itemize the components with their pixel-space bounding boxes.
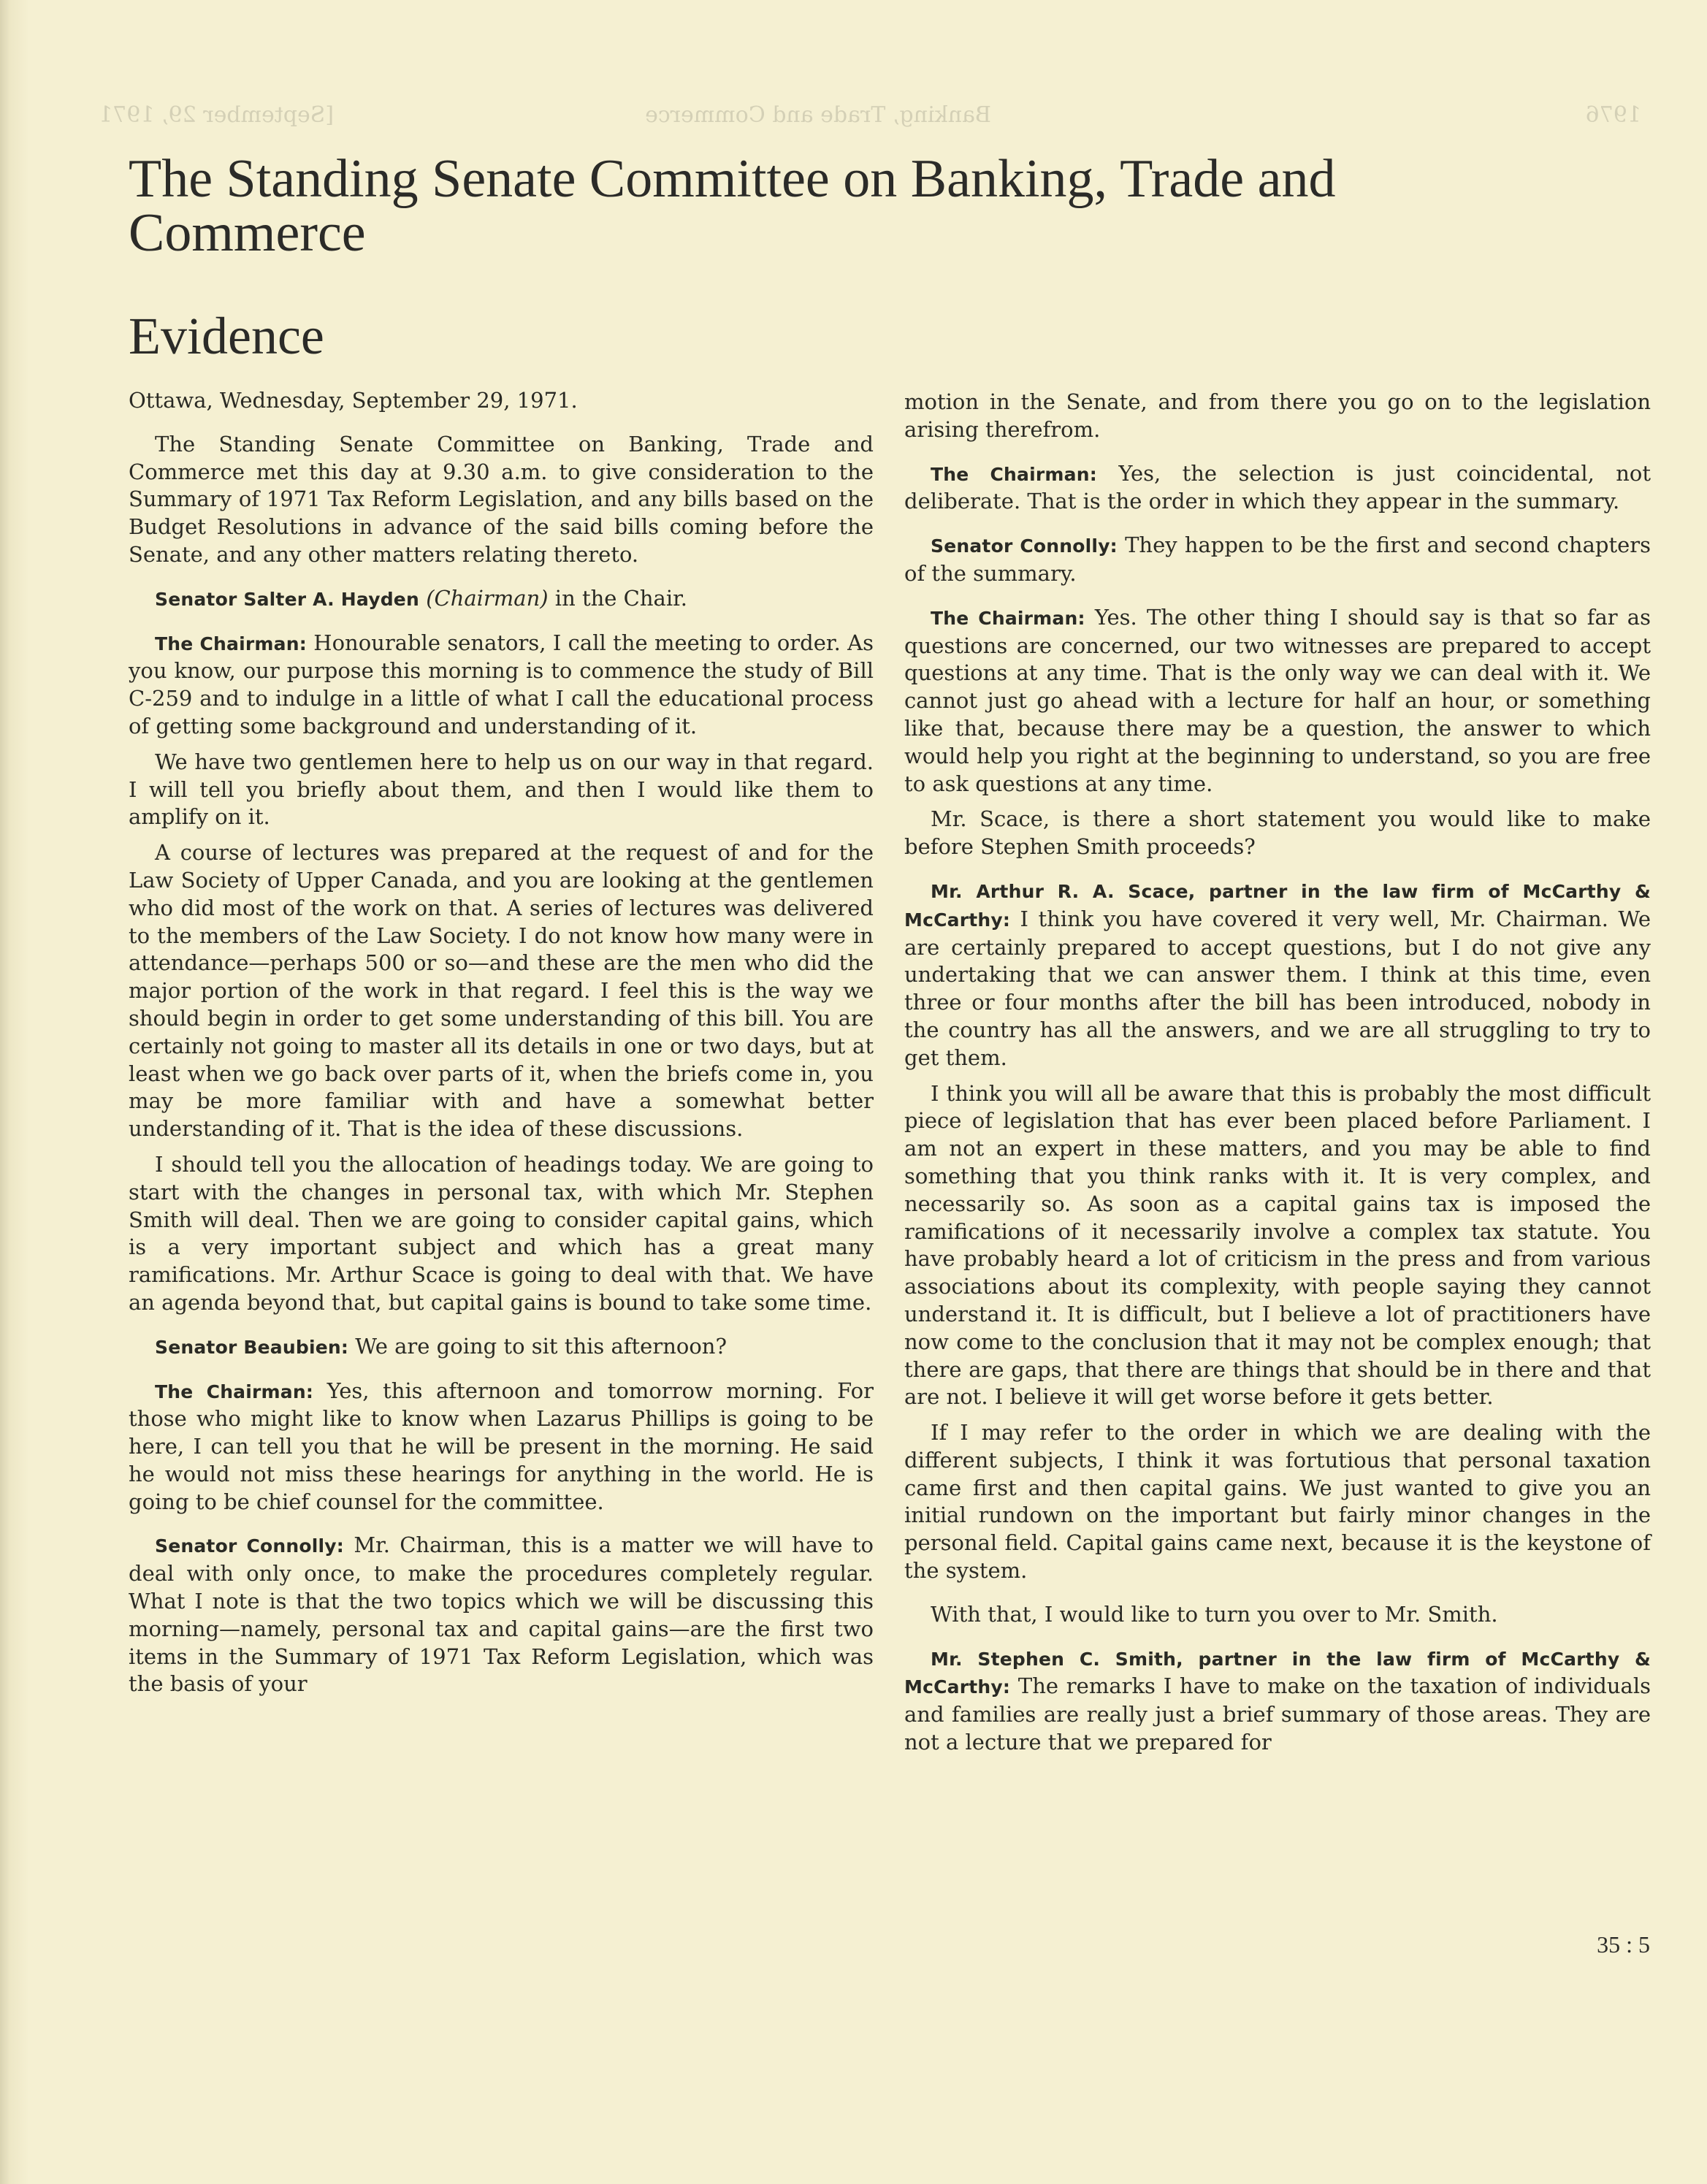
bleed-page-number: 1976 [1585,102,1641,128]
right-column [904,389,1651,1765]
speaker-name: Senator Connolly: [931,535,1118,557]
opening-paragraph: The Standing Senate Committee on Banking, Trade and Commerce met this day at 9.30 a.m. to give consideration to the Summary of 1971 Tax Reform Legislation, and any bills based on the Budget Resolutions in advance of the said bills coming before the Senate, and any other matters relating thereto. [129,431,874,567]
speech-text: Yes. The other thing I should say is that so far as questions are concerned, our two witnesses are prepared to accept questions at any time. That is the only way we can deal with it. We cannot just go ahead with a lecture for half an hour, or something like that, because there may be a question, the answer to which would help you right at the beginning to understand, so you are free to ask questions at any time. [904,604,1651,796]
speech-paragraph [129,1532,874,1698]
chair-line [129,585,874,614]
paragraph: I think you will all be aware that this is probably the most difficult piece of legislation that has ever been placed before Parliament. I am not an expert in these matters, and you may be able to find something that you think ranks with it. It is very complex, and necessarily so. As soon as a capital gains tax is imposed the ramifications of it necessarily involve a complex tax statute. You have probably heard a lot of criticism in the press and from various associations about its complexity, with people saying they cannot understand it. It is difficult, but I believe a lot of practitioners have now come to the conclusion that it may not be complex enough; that there are gaps, that there are things that should be in there and that are not. I believe it will get worse before it gets better. [904,1080,1651,1410]
speech-paragraph [904,604,1651,798]
speech-text: Yes, the selection is just coincidental, not deliberate. That is the order in which they appear in the summary. [904,460,1651,514]
paragraph: Mr. Scace, is there a short statement you would like to make before Stephen Smith proceeds? [904,806,1651,860]
speech-text: Yes, this afternoon and tomorrow morning. For those who might like to know when Lazarus Phillips is going to be here, I can tell you that he will be present in the morning. He said he would not miss these hearings for anything in the world. He is going to be chief counsel for the committee. [129,1378,874,1514]
speaker-name: Senator Salter A. Hayden [155,588,419,610]
chair-role: (Chairman) [426,585,549,611]
speech-text: Mr. Chairman, this is a matter we will have to deal with only once, to make the procedures completely regular. What I note is that the two topics which we will be discussing this morning—namely, personal tax and capital gains—are the first two items in the Summary of 1971 Tax Reform Legislation, which was the basis of your [129,1532,874,1697]
speech-text: We are going to sit this afternoon? [348,1333,728,1359]
paragraph: If I may refer to the order in which we are dealing with the different subjects, I think it was fortutious that personal taxation came first and then capital gains. We just wanted to give you an initial rundown on the important but fairly minor changes in the personal field. Capital gains came next, because it is the keystone of the system. [904,1420,1651,1584]
paragraph: With that, I would like to turn you over to Mr. Smith. [931,1601,1498,1627]
speech-paragraph [904,877,1651,1072]
speech-paragraph [129,630,874,741]
speaker-name: The Chairman: [931,463,1097,485]
speech-paragraph [904,1645,1651,1757]
speech-paragraph [904,532,1651,588]
running-head-bleedthrough [0,102,1707,146]
paragraph: We have two gentlemen here to help us on our way in that regard. I will tell you briefly about them, and then I would like them to amplify on it. [129,749,874,830]
bleed-date: [September 29, 1971 [99,102,334,128]
left-column [129,387,874,1706]
dateline: Ottawa, Wednesday, September 29, 1971. [129,388,578,413]
speaker-name: Mr. Stephen C. Smith, partner in the law firm of McCarthy & McCarthy: [904,1648,1651,1698]
speaker-name: Mr. Arthur R. A. Scace, partner in the law firm of McCarthy & McCarthy: [904,880,1651,931]
bleed-committee-name: Banking, Trade and Commerce [645,102,991,128]
speech-paragraph [129,1333,874,1362]
speaker-name: The Chairman: [155,1381,314,1402]
chair-rest: in the Chair. [548,585,688,611]
speech-text: Honourable senators, I call the meeting to order. As you know, our purpose this morning is to commence the study of Bill C-259 and to indulge in a little of what I call the educational process of getting some background and understanding of it. [129,630,874,738]
page-number: 35 : 5 [1597,1931,1650,1958]
speaker-name: The Chairman: [155,633,307,654]
continued-paragraph: motion in the Senate, and from there you go on to the legislation arising therefrom. [904,389,1651,442]
speech-paragraph [904,460,1651,516]
speech-text: The remarks I have to make on the taxation of individuals and families are really just a brief summary of those areas. They are not a lecture that we prepared for [904,1673,1651,1755]
speaker-name: Senator Beaubien: [155,1336,349,1358]
paragraph: A course of lectures was prepared at the request of and for the Law Society of Upper Canada, and you are looking at the gentlemen who did most of the work on that. A series of lectures was delivered to the members of the Law Society. I do not know how many were in attendance—perhaps 500 or so—and these are the men who did the major portion of the work in that regard. I feel this is the way we should begin in order to get some understanding of this bill. You are certainly not going to master all its details in one or two days, but at least when we go back over parts of it, when the briefs come in, you may be more familiar with and have a somewhat better understanding of it. That is the idea of these discussions. [129,840,874,1142]
section-title: Evidence [129,307,324,365]
speech-paragraph [129,1378,874,1516]
speaker-name: The Chairman: [931,607,1085,629]
paragraph: I should tell you the allocation of headings today. We are going to start with the changes in personal tax, with which Mr. Stephen Smith will deal. Then we are going to consider capital gains, which is a very important subject and which has a great many ramifications. Mr. Arthur Scace is going to deal with that. We have an agenda beyond that, but capital gains is bound to take some time. [129,1151,874,1315]
page-title: The Standing Senate Committee on Banking, Trade and Commerce [129,149,1336,263]
speaker-name: Senator Connolly: [155,1535,345,1557]
speech-text: They happen to be the first and second chapters of the summary. [904,532,1651,586]
speech-text: I think you have covered it very well, Mr. Chairman. We are certainly prepared to accept questions, but I do not give any undertaking that we can answer them. I think at this time, even three or four months after the bill has been introduced, nobody in the country has all the answers, and we are all struggling to try to get them. [904,906,1651,1070]
